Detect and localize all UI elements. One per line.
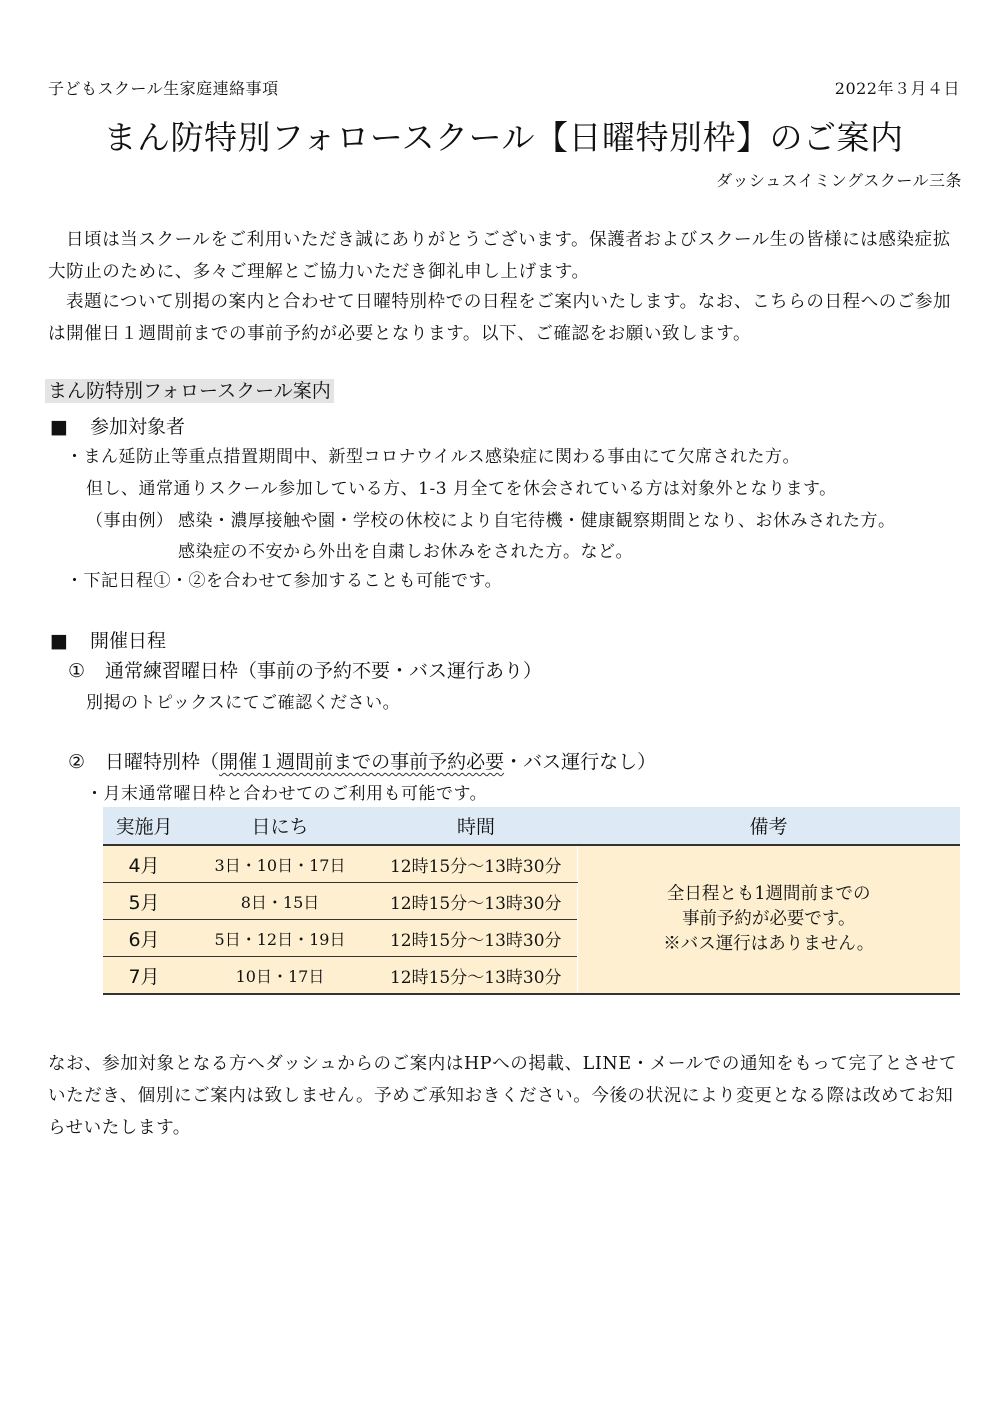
document-category: 子どもスクール生家庭連絡事項 [48,79,279,98]
table-row [103,845,960,883]
row-dates: 8日・15日 [185,883,375,920]
remarks-line-1: 全日程とも1週間前までの [666,884,871,904]
table-header-row [103,807,960,845]
row-time: 12時15分～13時30分 [375,845,577,883]
intro-paragraph-1: 日頃は当スクールをご利用いただき誠にありがとうございます。保護者およびスクール生の皆様には感染症拡大防止のために、多々ご理解とご協力いただき御礼申し上げます。 [48,230,951,282]
row-month: 6月 [103,920,185,957]
target-bullet-1: ・まん延防止等重点措置期間中、新型コロナウイルス感染症に関わる事由にて欠席された方。 [66,447,800,467]
item-2-title-pre: 日曜特別枠（ [105,751,220,773]
schedule-table [103,807,960,995]
row-month: 5月 [103,883,185,920]
row-dates: 5日・12日・19日 [185,920,375,957]
remarks-cell [577,845,960,994]
square-bullet-icon: ■ [50,630,68,652]
intro-paragraph-2: 表題について別掲の案内と合わせて日曜特別枠での日程をご案内いたします。なお、こちらの日程へのご参加は開催日１週間前までの事前予約が必要となります。以下、ご確認をお願い致します。 [48,292,952,344]
row-time: 12時15分～13時30分 [375,957,577,995]
header-remarks: 備考 [577,807,960,845]
schedule-title: 開催日程 [89,630,166,652]
closing-paragraph: なお、参加対象となる方へダッシュからのご案内はHPへの掲載、LINE・メールでの通知をもって完了とさせていただき、個別にご案内は致しません。予めご承知おきください。今後の状況により変更となる際は改めてお知らせいたします。 [48,1054,958,1138]
header-dates: 日にち [185,807,375,845]
target-bullet-2: ・下記日程①・②を合わせて参加することも可能です。 [66,571,503,591]
issuer-name: ダッシュスイミングスクール三条 [715,171,962,190]
item-number-1: ① [68,660,86,682]
item-2-note: ・月末通常曜日枠と合わせてのご利用も可能です。 [86,784,488,804]
schedule-heading [50,626,166,653]
example-line-1: 感染・濃厚接触や園・学校の休校により自宅待機・健康観察期間となり、お休みされた方。 [178,511,896,531]
example-label: （事由例） [86,511,174,531]
target-exclusion: 但し、通常通りスクール参加している方、1-3 月全てを休会されている方は対象外となります。 [86,479,837,499]
row-month: 7月 [103,957,185,995]
remarks-line-3: ※バス運行はありません。 [663,934,875,954]
item-number-2: ② [68,751,86,773]
schedule-item-2 [68,747,656,774]
remarks-line-2: 事前予約が必要です。 [681,909,856,929]
row-time: 12時15分～13時30分 [375,920,577,957]
item-1-title: 通常練習曜日枠（事前の予約不要・バス運行あり） [105,660,543,682]
row-month: 4月 [103,845,185,883]
section-heading [45,376,334,403]
page-title: まん防特別フォロースクール【日曜特別枠】のご案内 [103,118,904,157]
document-date: 2022年３月４日 [834,79,960,98]
row-dates: 3日・10日・17日 [185,845,375,883]
target-title: 参加対象者 [89,416,185,438]
item-1-note: 別掲のトピックスにてご確認ください。 [86,693,401,713]
item-2-title-post: ・バス運行なし） [504,751,657,773]
row-dates: 10日・17日 [185,957,375,995]
example-line-2: 感染症の不安から外出を自粛しお休みをされた方。など。 [178,542,633,562]
header-time: 時間 [375,807,577,845]
header-month: 実施月 [103,807,185,845]
schedule-item-1 [68,656,542,683]
row-time: 12時15分～13時30分 [375,883,577,920]
section-heading-text: まん防特別フォロースクール案内 [45,379,334,403]
item-2-title-emphasis: 開催１週間前までの事前予約必要 [219,751,505,773]
square-bullet-icon: ■ [50,416,68,438]
target-heading [50,412,185,439]
